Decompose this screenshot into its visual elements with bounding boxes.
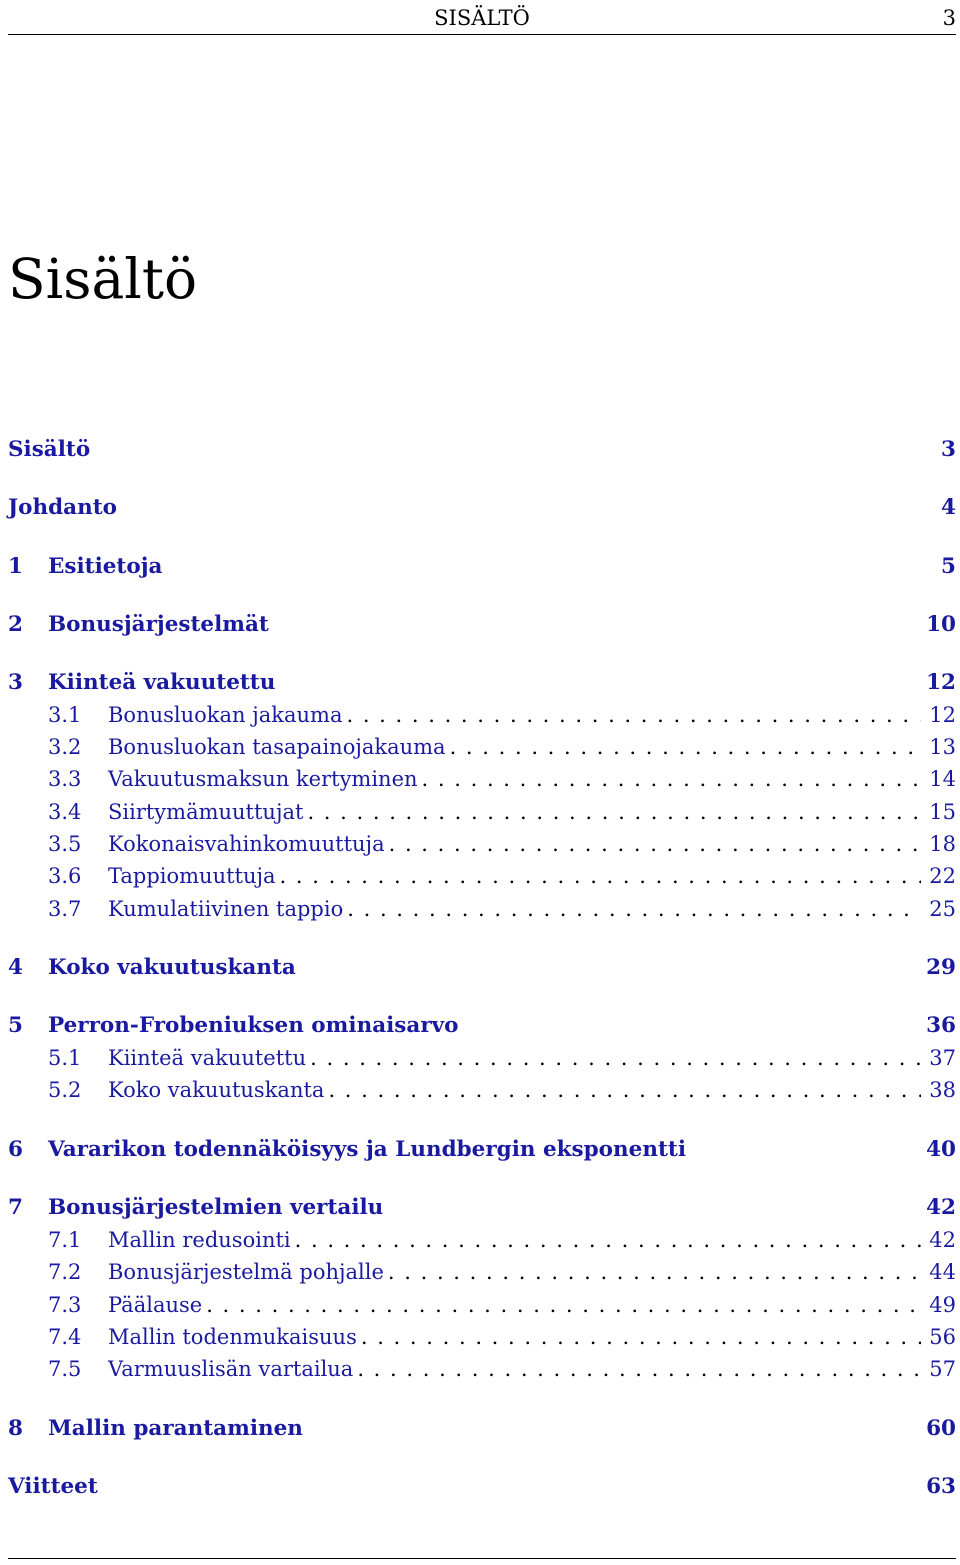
toc-entry-page: 44 [929,1260,956,1284]
toc-entry-page: 38 [929,1078,956,1102]
toc-entry-title: Bonusluokan tasapainojakauma [108,735,446,759]
toc-entry-page: 4 [941,495,956,520]
toc-entry-title: Mallin todenmukaisuus [108,1325,357,1349]
toc-entry-number: 5 [8,1013,23,1038]
toc-entry-number: 3 [8,670,23,695]
toc-entry-page: 36 [926,1013,956,1038]
toc-entry-number: 3.7 [48,897,82,921]
toc-entry-page: 63 [926,1474,956,1499]
dot-leader [347,897,921,921]
toc-entry[interactable] [8,1260,956,1290]
toc-entry[interactable] [8,735,956,765]
dot-leader [295,1228,922,1252]
toc-entry-title: Mallin redusointi [108,1228,291,1252]
dot-leader [361,1325,921,1349]
toc-entry[interactable] [8,955,956,985]
toc-entry-page: 57 [929,1357,956,1381]
toc-entry-page: 56 [929,1325,956,1349]
toc-entry-title: Päälause [108,1293,203,1317]
toc-entry-number: 7.2 [48,1260,82,1284]
toc-entry[interactable] [8,1046,956,1076]
toc-entry-page: 14 [929,767,956,791]
toc-entry-number: 5.2 [48,1078,82,1102]
toc-entry-title: Kokonaisvahinkomuuttuja [108,832,385,856]
toc-entry[interactable] [8,1137,956,1167]
toc-entry-title: Kumulatiivinen tappio [108,897,344,921]
toc-entry-number: 7.4 [48,1325,82,1349]
dot-leader [357,1357,921,1381]
toc-entry-number: 3.3 [48,767,82,791]
page-title: Sisältö [8,247,198,311]
toc-entry[interactable] [8,670,956,700]
toc-entry-page: 49 [929,1293,956,1317]
toc-entry-page: 5 [941,554,956,579]
toc-entry-number: 7.1 [48,1228,82,1252]
toc-entry-number: 7.3 [48,1293,82,1317]
toc-entry[interactable] [8,1325,956,1355]
toc-entry-title: Varmuuslisän vartailua [108,1357,354,1381]
toc-entry-number: 3.4 [48,800,82,824]
toc-entry-page: 42 [926,1195,956,1220]
toc-entry-number: 7 [8,1195,23,1220]
toc-entry[interactable] [8,554,956,584]
toc-entry-number: 1 [8,554,23,579]
toc-entry-title: Koko vakuutuskanta [48,955,296,980]
toc-entry[interactable] [8,437,956,467]
toc-entry-page: 18 [929,832,956,856]
toc-entry-title: Koko vakuutuskanta [108,1078,325,1102]
toc-entry-page: 3 [941,437,956,462]
toc-entry-title: Kiinteä vakuutettu [108,1046,307,1070]
toc-entry-title: Vararikon todennäköisyys ja Lundbergin eksponentti [48,1137,686,1162]
dot-leader [307,800,921,824]
toc-entry-number: 3.2 [48,735,82,759]
toc-entry[interactable] [8,800,956,830]
toc-entry-title: Mallin parantaminen [48,1416,303,1441]
toc-entry-number: 3.1 [48,703,82,727]
toc-entry-title: Viitteet [8,1474,98,1499]
running-head-page-number: 3 [942,6,956,30]
toc-entry-title: Tappiomuuttuja [108,864,276,888]
dot-leader [389,832,922,856]
toc-entry[interactable] [8,897,956,927]
toc-entry-title: Bonusjärjestelmien vertailu [48,1195,384,1220]
toc-entry[interactable] [8,1078,956,1108]
toc-entry-page: 12 [926,670,956,695]
dot-leader [328,1078,921,1102]
dot-leader [388,1260,921,1284]
dot-leader [280,864,922,888]
toc-entry-page: 13 [929,735,956,759]
toc-entry-title: Siirtymämuuttujat [108,800,304,824]
toc-entry-number: 3.5 [48,832,82,856]
toc-entry-page: 42 [929,1228,956,1252]
toc-entry-number: 4 [8,955,23,980]
toc-entry-number: 5.1 [48,1046,82,1070]
toc-entry[interactable] [8,1293,956,1323]
toc-entry[interactable] [8,1013,956,1043]
toc-entry[interactable] [8,832,956,862]
toc-entry-page: 40 [926,1137,956,1162]
dot-leader [450,735,922,759]
toc-entry[interactable] [8,864,956,894]
dot-leader [206,1293,921,1317]
toc-entry-title: Kiinteä vakuutettu [48,670,276,695]
toc-entry-number: 2 [8,612,23,637]
dot-leader [346,703,921,727]
dot-leader [422,767,922,791]
toc-entry-title: Vakuutusmaksun kertyminen [108,767,418,791]
toc-entry-number: 7.5 [48,1357,82,1381]
toc-entry-page: 60 [926,1416,956,1441]
footer-rule [8,1558,956,1559]
toc-entry-title: Bonusjärjestelmät [48,612,269,637]
toc-entry-number: 3.6 [48,864,82,888]
toc-entry[interactable] [8,495,956,525]
toc-entry[interactable] [8,1474,956,1504]
toc-entry-page: 22 [929,864,956,888]
toc-entry[interactable] [8,1357,956,1387]
toc-entry[interactable] [8,1416,956,1446]
running-head-title: SISÄLTÖ [434,6,530,30]
toc-entry-title: Bonusjärjestelmä pohjalle [108,1260,384,1284]
running-head [8,0,956,35]
toc-entry[interactable] [8,703,956,733]
toc-entry-page: 12 [929,703,956,727]
toc-entry-title: Perron-Frobeniuksen ominaisarvo [48,1013,459,1038]
toc-entry-page: 15 [929,800,956,824]
toc-entry-page: 10 [926,612,956,637]
toc-entry-title: Sisältö [8,437,91,462]
toc-entry[interactable] [8,767,956,797]
toc-entry-title: Bonusluokan jakauma [108,703,343,727]
toc-entry-number: 8 [8,1416,23,1441]
toc-entry-number: 6 [8,1137,23,1162]
dot-leader [310,1046,921,1070]
toc-entry-title: Johdanto [8,495,118,520]
toc-entry-title: Esitietoja [48,554,163,579]
toc-entry-page: 25 [929,897,956,921]
toc-entry[interactable] [8,612,956,642]
toc-entry-page: 37 [929,1046,956,1070]
toc-entry-page: 29 [926,955,956,980]
toc-entry[interactable] [8,1228,956,1258]
toc-entry[interactable] [8,1195,956,1225]
